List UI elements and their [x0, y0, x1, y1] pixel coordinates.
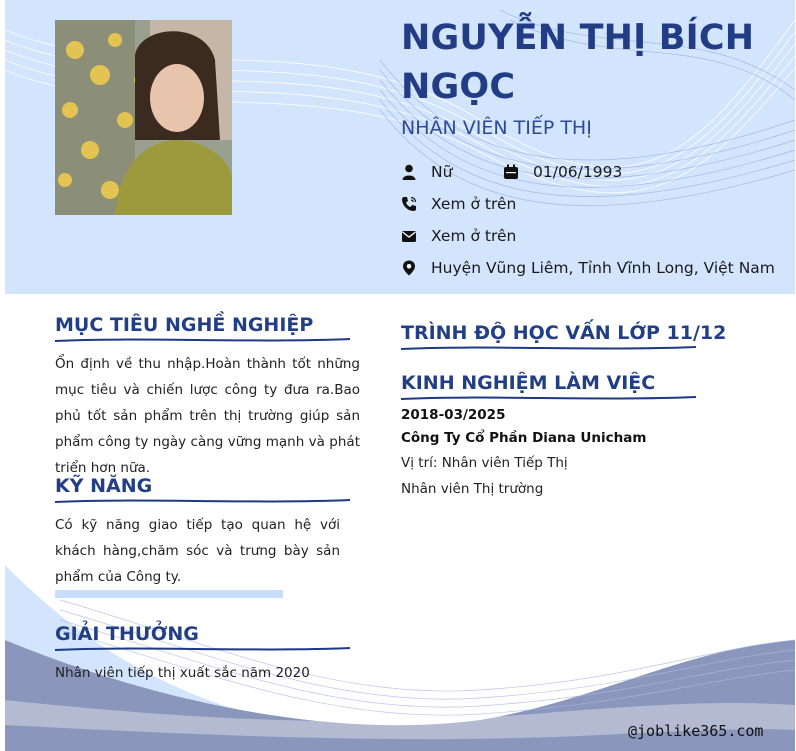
education-heading: TRÌNH ĐỘ HỌC VẤN LỚP 11/12 — [401, 322, 727, 344]
skill-bar — [55, 590, 283, 598]
experience-position: Vị trí: Nhân viên Tiếp Thị — [401, 455, 568, 471]
objective-text: Ổn định về thu nhập.Hoàn thành tốt những mục tiêu và chiến lược công ty đưa ra.Bao phủ tốt sản phẩm trên thị trường giúp sản phẩm công ty ngày càng vững mạnh và phát triển hơn nữa. — [55, 356, 360, 476]
experience-heading: KINH NGHIỆM LÀM VIỆC — [401, 372, 656, 394]
map-pin-icon — [401, 260, 417, 276]
envelope-icon — [401, 228, 417, 244]
candidate-name: NGUYỄN THỊ BÍCH NGỌC — [401, 18, 755, 107]
phone-icon — [401, 196, 417, 212]
awards-underline — [55, 645, 350, 653]
address-value: Huyện Vũng Liêm, Tỉnh Vĩnh Long, Việt Nam — [431, 259, 775, 277]
gender-value: Nữ — [431, 163, 453, 181]
experience-period: 2018-03/2025 — [401, 407, 506, 423]
profile-photo — [55, 20, 232, 215]
awards-heading: GIẢI THƯỞNG — [55, 623, 199, 645]
education-underline — [401, 344, 696, 352]
experience-description: Nhân viên Thị trường — [401, 481, 544, 497]
experience-underline — [401, 394, 696, 402]
skills-text: Có kỹ năng giao tiếp tạo quan hệ với khách hàng,chăm sóc và trưng bày sản phẩm của Công ty. — [55, 517, 340, 585]
job-title: NHÂN VIÊN TIẾP THỊ — [401, 117, 592, 139]
phone-value: Xem ở trên — [431, 195, 517, 213]
experience-company: Công Ty Cổ Phần Diana Unicham — [401, 430, 647, 446]
objective-underline — [55, 336, 350, 344]
skills-heading: KỸ NĂNG — [55, 475, 153, 497]
email-value: Xem ở trên — [431, 227, 517, 245]
awards-text: Nhân viên tiếp thị xuất sắc năm 2020 — [55, 665, 310, 681]
birthdate-row — [503, 163, 622, 181]
objective-heading: MỤC TIÊU NGHỀ NGHIỆP — [55, 314, 314, 336]
calendar-icon — [503, 164, 519, 180]
birthdate-value: 01/06/1993 — [533, 163, 623, 181]
user-icon — [401, 164, 417, 180]
brand-watermark: @joblike365.com — [628, 722, 764, 740]
skills-underline — [55, 497, 350, 505]
email-row — [401, 227, 516, 245]
address-row — [401, 259, 775, 277]
phone-row — [401, 195, 516, 213]
gender-row — [401, 163, 452, 181]
